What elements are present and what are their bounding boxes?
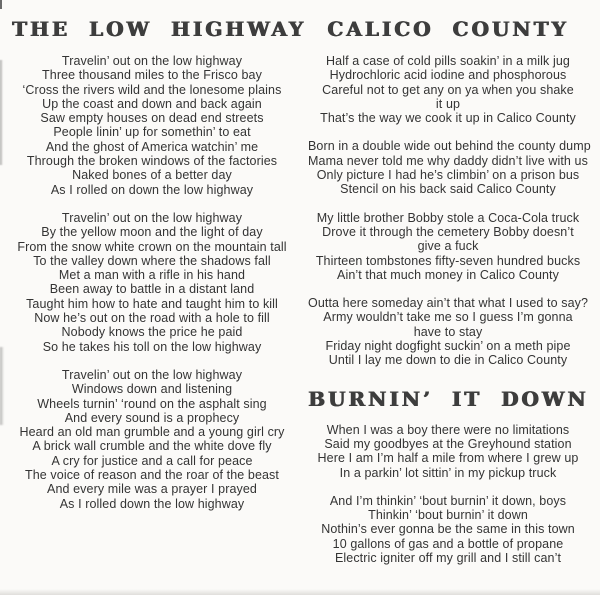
lyric-line: And I’m thinkin’ ‘bout burnin’ it down, boys xyxy=(329,493,567,508)
stanza xyxy=(308,494,588,565)
lyric-line: Nothin’s ever gonna be the same in this town xyxy=(321,522,575,537)
lyric-line: ‘Cross the rivers wild and the lonesome plains xyxy=(22,82,282,97)
lyric-line: Thirteen tombstones fifty-seven hundred bucks xyxy=(315,253,581,268)
lyric-line: As I rolled on down the low highway xyxy=(50,182,254,197)
stanza xyxy=(308,139,591,197)
lyric-line: A cry for justice and a call for peace xyxy=(51,453,253,468)
song-burnin-it-down xyxy=(308,387,588,566)
lyric-line: To the valley down where the shadows fall xyxy=(33,253,271,268)
lyric-line: As I rolled down the low highway xyxy=(59,496,245,511)
lyric-line: Naked bones of a better day xyxy=(72,168,232,183)
lyric-line: Nobody knows the price he paid xyxy=(61,325,243,340)
lyric-line: Outta here someday ain’t that what I used to say? xyxy=(308,296,589,311)
lyric-line: The voice of reason and the roar of the beast xyxy=(25,468,279,483)
lyric-line: Half a case of cold pills soakin’ in a milk jug xyxy=(326,54,570,68)
song-lyrics-calico-county xyxy=(308,54,591,368)
lyric-line: And every sound is a prophecy xyxy=(64,410,240,425)
song-lyrics-burnin-it-down xyxy=(308,423,588,566)
lyric-line: Travelin’ out on the low highway xyxy=(61,54,243,68)
song-title-the-low-highway: THE LOW HIGHWAY xyxy=(12,17,307,41)
stanza xyxy=(308,296,588,367)
lyric-line: 10 gallons of gas and a bottle of propane xyxy=(332,536,564,551)
lyric-line: Taught him how to hate and taught him to kill xyxy=(26,296,278,311)
lyric-line: Said my goodbyes at the Greyhound station xyxy=(324,436,572,451)
lyric-line: That’s the way we cook it up in Calico County xyxy=(320,111,576,126)
lyric-line: Here I am I’m half a mile from where I grew up xyxy=(317,451,579,466)
lyric-line: Army wouldn’t take me so I guess I’m gonna xyxy=(323,310,573,325)
stanza xyxy=(12,54,292,197)
lyric-line: Born in a double wide out behind the county dump xyxy=(308,139,591,154)
lyric-line: Windows down and listening xyxy=(71,382,233,397)
lyric-line: When I was a boy there were no limitations xyxy=(326,422,570,437)
lyric-line: Electric igniter off my grill and I still can’t xyxy=(334,551,562,566)
lyric-line: So he takes his toll on the low highway xyxy=(42,339,262,354)
lyric-line: My little brother Bobby stole a Coca-Cola truck xyxy=(316,210,580,225)
lyric-line: By the yellow moon and the light of day xyxy=(41,225,263,240)
lyric-line: Saw empty houses on dead end streets xyxy=(40,111,264,126)
lyric-line: Careful not to get any on ya when you shake xyxy=(322,82,574,97)
lyric-line: A brick wall crumble and the white dove fly xyxy=(32,439,272,454)
lyric-line: Ain’t that much money in Calico County xyxy=(337,267,559,282)
stanza xyxy=(308,423,588,480)
lyric-line: Up the coast and down and back again xyxy=(42,96,262,111)
song-the-low-highway xyxy=(12,17,307,511)
lyric-line: Until I lay me down to die in Calico County xyxy=(328,353,568,368)
lyric-line: Wheels turnin’ ‘round on the asphalt sing xyxy=(37,396,267,411)
lyric-line: Only picture I had he’s climbin’ on a prison bus xyxy=(316,168,580,183)
lyric-line: People linin’ up for somethin’ to eat xyxy=(53,125,251,140)
lyric-line: In a parkin’ lot sittin’ in my pickup truck xyxy=(339,465,557,480)
lyric-line: Stencil on his back said Calico County xyxy=(340,182,556,197)
stanza xyxy=(12,368,292,511)
lyric-line: have to stay xyxy=(413,324,483,339)
lyric-line: Now he’s out on the road with a hole to fill xyxy=(34,311,270,326)
lyric-line: Travelin’ out on the low highway xyxy=(61,210,243,225)
lyric-line: Drove it through the cemetery Bobby doesn’t xyxy=(322,224,574,239)
lyric-line: And the ghost of America watchin’ me xyxy=(45,139,259,154)
lyric-line: Travelin’ out on the low highway xyxy=(61,367,243,382)
lyric-line: it up xyxy=(435,96,461,111)
song-calico-county xyxy=(308,17,591,368)
stanza xyxy=(12,211,292,354)
lyric-line: Mama never told me why daddy didn’t live with us xyxy=(308,153,588,168)
lyric-line: Heard an old man grumble and a young girl cry xyxy=(19,425,285,440)
lyric-line: Through the broken windows of the factories xyxy=(26,154,278,169)
lyric-line: Been away to battle in a distant land xyxy=(49,282,255,297)
lyric-line: From the snow white crown on the mountain tall xyxy=(17,239,287,254)
stanza xyxy=(308,54,588,125)
right-column xyxy=(300,0,600,595)
lyric-line: Hydrochloric acid iodine and phosphorous xyxy=(329,68,567,83)
song-title-calico-county: CALICO COUNTY xyxy=(327,17,569,41)
song-title-burnin-it-down: BURNIN’ IT DOWN xyxy=(308,386,589,411)
lyric-line: Thinkin’ ‘bout burnin’ it down xyxy=(368,508,528,523)
song-lyrics-the-low-highway xyxy=(12,54,292,511)
lyric-line: Met a man with a rifle in his hand xyxy=(58,268,246,283)
lyric-line: Three thousand miles to the Frisco bay xyxy=(42,68,262,83)
lyric-line: And every mile was a prayer I prayed xyxy=(47,482,257,497)
stanza xyxy=(308,211,588,282)
lyric-line: give a fuck xyxy=(417,239,479,254)
lyric-line: Friday night dogfight suckin’ on a meth pipe xyxy=(325,339,571,354)
